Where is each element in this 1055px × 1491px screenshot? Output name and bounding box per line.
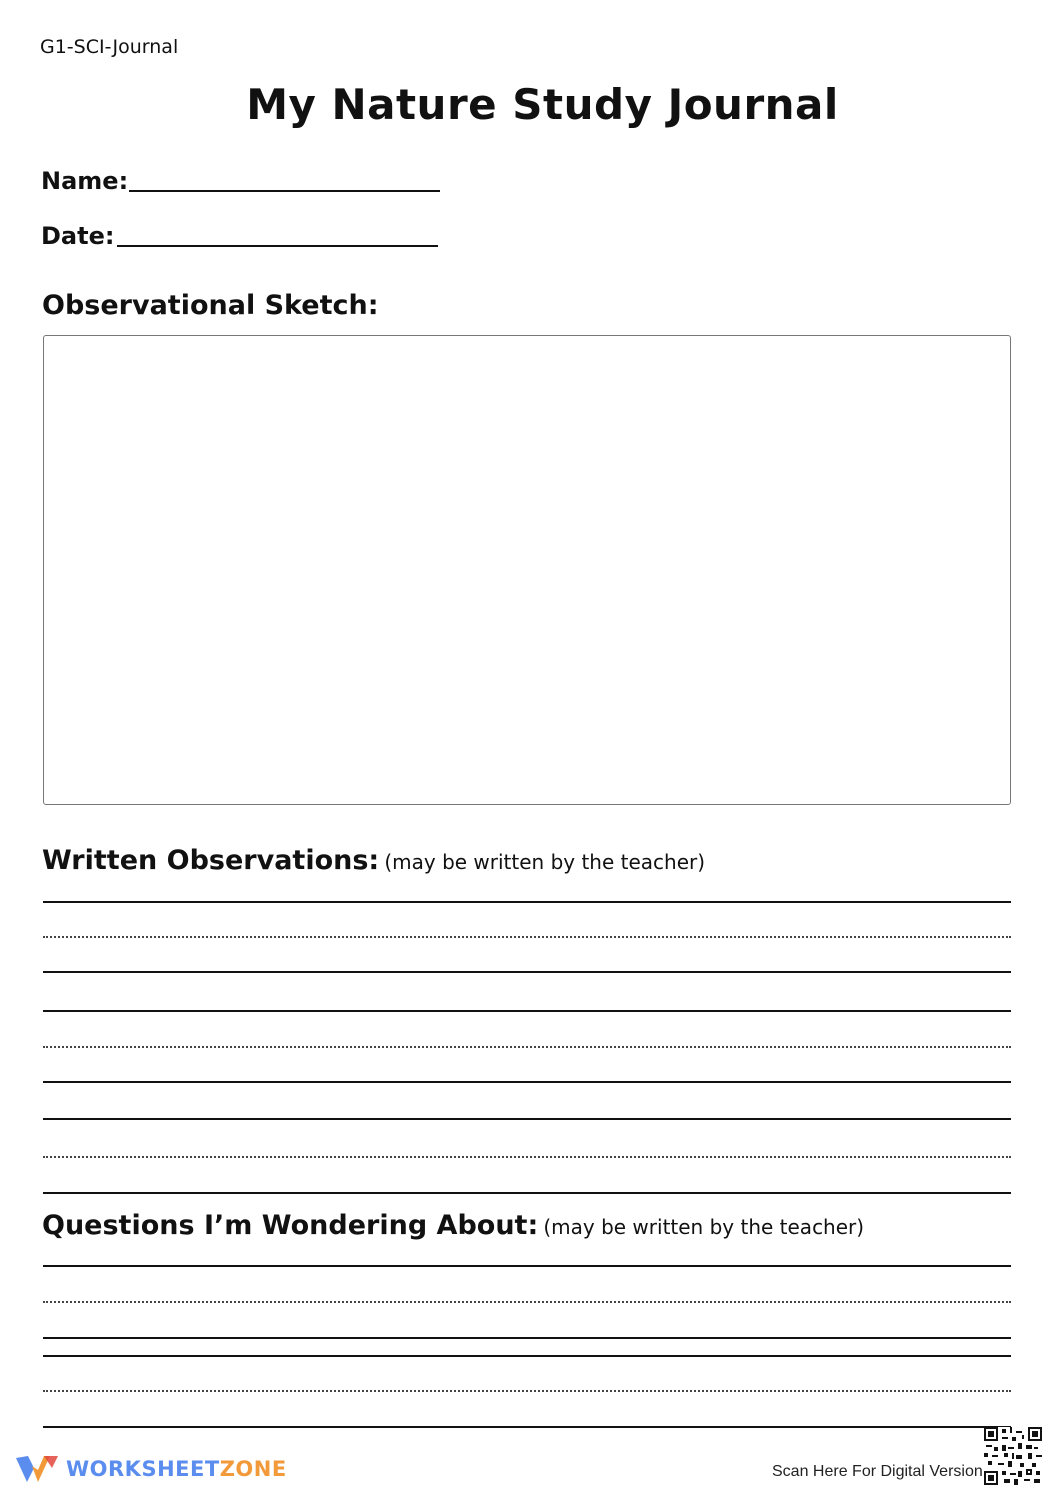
written-heading [42, 845, 705, 876]
name-label: Name: [41, 167, 129, 195]
worksheet-code: G1-SCI-Journal [40, 36, 179, 58]
brand-logo-text [66, 1457, 287, 1481]
questions-heading [42, 1210, 864, 1241]
writing-guide-line [43, 936, 1011, 938]
written-note: (may be written by the teacher) [384, 850, 706, 874]
written-title: Written Observations: [42, 845, 380, 876]
writing-line[interactable] [43, 971, 1011, 973]
questions-title: Questions I’m Wondering About: [42, 1210, 539, 1241]
writing-line[interactable] [43, 1426, 1011, 1428]
writing-line[interactable] [43, 1355, 1011, 1357]
w-logo-icon [14, 1452, 60, 1486]
brand-part-2: ZONE [219, 1457, 287, 1481]
writing-guide-line [43, 1046, 1011, 1048]
scan-text: Scan Here For Digital Version [772, 1463, 983, 1480]
writing-line[interactable] [43, 1337, 1011, 1339]
sketch-box[interactable] [43, 335, 1011, 805]
writing-line[interactable] [43, 901, 1011, 903]
brand-part-1: WORKSHEET [66, 1457, 220, 1481]
writing-guide-line [43, 1301, 1011, 1303]
page-title: My Nature Study Journal [246, 80, 839, 129]
writing-line[interactable] [43, 1192, 1011, 1194]
date-label: Date: [41, 222, 115, 250]
writing-line[interactable] [43, 1118, 1011, 1120]
sketch-title: Observational Sketch: [42, 290, 379, 321]
date-line[interactable] [117, 245, 438, 247]
name-line[interactable] [129, 190, 440, 192]
writing-line[interactable] [43, 1081, 1011, 1083]
questions-note: (may be written by the teacher) [543, 1215, 865, 1239]
writing-line[interactable] [43, 1010, 1011, 1012]
writing-guide-line [43, 1156, 1011, 1158]
writing-line[interactable] [43, 1265, 1011, 1267]
qr-code-icon[interactable] [984, 1427, 1042, 1485]
writing-guide-line [43, 1390, 1011, 1392]
